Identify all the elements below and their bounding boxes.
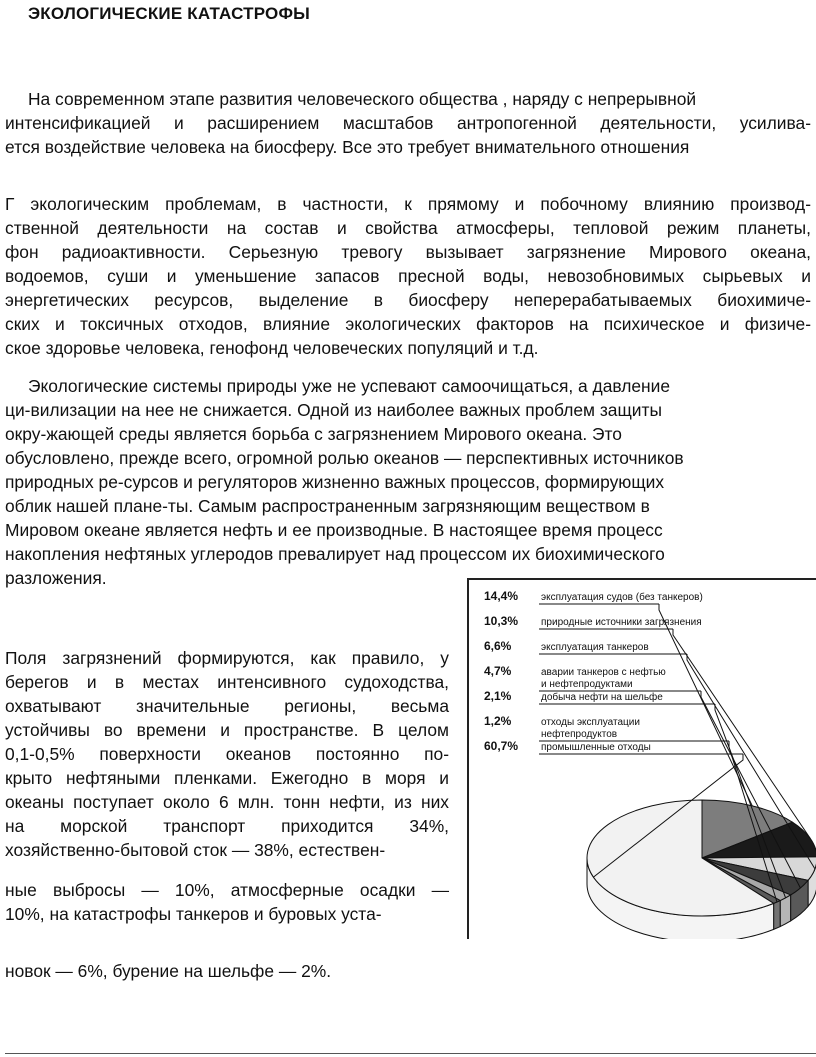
slice-value-label: 60,7% bbox=[484, 739, 519, 753]
slice-label: эксплуатация судов (без танкеров) bbox=[541, 592, 703, 603]
slice-value-label: 14,4% bbox=[484, 589, 519, 603]
slice-label: отходы эксплуатации bbox=[541, 717, 640, 728]
slice-value-label: 4,7% bbox=[484, 664, 512, 678]
para3-line: облик нашей плане-ты. Самым распространенным загрязняющим веществом в bbox=[5, 496, 650, 516]
pie-chart-figure bbox=[467, 578, 816, 939]
para2-line: ственной деятельности на состав и свойства атмосферы, тепловой режим планеты, bbox=[5, 218, 811, 238]
para4-line: охватывают значительные регионы, весьма bbox=[5, 696, 449, 716]
para2-line: водоемов, суши и уменьшение запасов пресной воды, невозобновимых сырьевых и bbox=[5, 266, 811, 286]
slice-value-label: 10,3% bbox=[484, 614, 519, 628]
para3-line: накопления нефтяных углеродов превалирует над процессом их биохимического bbox=[5, 544, 665, 564]
para4-line: берегов и в местах интенсивного судоходства, bbox=[5, 672, 449, 692]
para5-line: ные выбросы — 10%, атмосферные осадки — bbox=[5, 880, 449, 900]
para3-line: Экологические системы природы уже не успевают самоочищаться, а давление bbox=[28, 376, 671, 396]
para3-line: ци-вилизации на нее не снижается. Одной из наиболее важных проблем защиты bbox=[5, 400, 662, 420]
para2-line: фон радиоактивности. Серьезную тревогу вызывает загрязнение Мирового океана, bbox=[5, 242, 811, 262]
slice-label: аварии танкеров с нефтью bbox=[541, 667, 666, 678]
para2-line: Г экологическим проблемам, в частности, к прямому и побочному влиянию производ- bbox=[5, 194, 811, 214]
para1-line: На современном этапе развития человеческого общества , наряду с непрерывной bbox=[28, 89, 697, 109]
para2-line: ских и токсичных отходов, влияние экологических факторов на психическое и физиче- bbox=[5, 314, 811, 334]
para4-line: на морской транспорт приходится 34%, bbox=[5, 816, 449, 836]
slice-label: добыча нефти на шельфе bbox=[541, 692, 663, 703]
para1-line: интенсификацией и расширением масштабов антропогенной деятельности, усилива- bbox=[5, 113, 811, 133]
slice-value-label: 2,1% bbox=[484, 689, 512, 703]
para4-line: устойчивы во времени и пространстве. В целом bbox=[5, 720, 449, 740]
para4-line: океаны поступает около 6 млн. тонн нефти, из них bbox=[5, 792, 449, 812]
para2-line: ское здоровье человека, генофонд человеческих популяций и т.д. bbox=[5, 338, 539, 358]
para3-line: Мировом океане является нефть и ее производные. В настоящее время процесс bbox=[5, 520, 663, 540]
para3-line: обусловлено, прежде всего, огромной ролью океанов — перспективных источников bbox=[5, 448, 684, 468]
pie-slice-side bbox=[774, 901, 781, 930]
para4-line: 0,1-0,5% поверхности океанов постоянно по- bbox=[5, 744, 449, 764]
para3-line: природных ре-сурсов и регуляторов жизненно важных процессов, формирующих bbox=[5, 472, 665, 492]
para4-line: хозяйственно-бытовой сток — 38%, естествен- bbox=[5, 840, 386, 860]
para3-line: разложения. bbox=[5, 568, 107, 588]
slice-label: нефтепродуктов bbox=[541, 729, 618, 740]
slice-label: природные источники загрязнения bbox=[541, 617, 702, 628]
pie-chart bbox=[469, 580, 816, 939]
para4-line: крыто нефтяными пленками. Ежегодно в моря и bbox=[5, 768, 449, 788]
slice-value-label: 1,2% bbox=[484, 714, 512, 728]
slice-label: и нефтепродуктами bbox=[541, 679, 633, 690]
para6-line: новок — 6%, бурение на шельфе — 2%. bbox=[5, 961, 332, 981]
para1-line: ется воздействие человека на биосферу. Все это требует внимательного отношения bbox=[5, 137, 690, 157]
para5-line: 10%, на катастрофы танкеров и буровых уста- bbox=[5, 904, 382, 924]
para3-line: окру-жающей среды является борьба с загрязнением Мирового океана. Это bbox=[5, 424, 622, 444]
slice-label: промышленные отходы bbox=[541, 742, 651, 753]
slice-label: эксплуатация танкеров bbox=[541, 642, 649, 653]
para2-line: энергетических ресурсов, выделение в биосферу неперерабатываемых биохимиче- bbox=[5, 290, 811, 310]
page-title: ЭКОЛОГИЧЕСКИЕ КАТАСТРОФЫ bbox=[28, 4, 310, 23]
slice-value-label: 6,6% bbox=[484, 639, 512, 653]
footer-rule bbox=[5, 1053, 816, 1054]
para4-line: Поля загрязнений формируются, как правило, у bbox=[5, 648, 449, 668]
